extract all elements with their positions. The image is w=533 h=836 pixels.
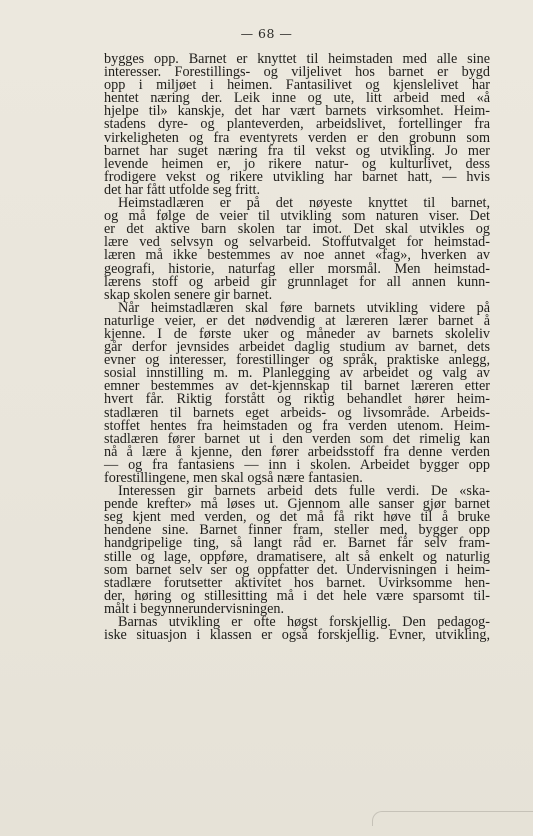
text-line: frodigere vekst og rikere utvikling har barnet hatt, — hvis xyxy=(104,168,490,185)
body-text xyxy=(104,53,490,642)
text-line: stille og lage, oppføre, dramatisere, alt så enkelt og naturlig xyxy=(104,548,490,565)
text-line: hendene sine. Barnet finner fram, steller med, bygger opp xyxy=(104,522,490,539)
text-line: lærens stoff og arbeid gir grunnlaget for all annen kunn- xyxy=(104,273,490,290)
text-line: Når heimstadlæren skal føre barnets utvikling videre på xyxy=(118,299,490,316)
text-line: geografi, historie, naturfag eller morsmål. Men heimstad- xyxy=(104,260,490,277)
text-line: kjenne. I de første uker og måneder av barnets skoleliv xyxy=(104,325,490,342)
text-line: opp i miljøet i heimen. Fantasilivet og kjenslelivet har xyxy=(104,77,490,94)
text-line: det har fått utfolde seg fritt. xyxy=(104,181,261,198)
text-line: levende heimen er, jo rikere natur- og kulturlivet, dess xyxy=(104,155,490,172)
text-line: Heimstadlæren er på det nøyeste knyttet til barnet, xyxy=(118,195,490,212)
text-line: seg kjent med verden, og det må få rikt høve til å bruke xyxy=(104,509,490,526)
text-line: som barnet selv ser og oppfatter det. Undervisningen i heim- xyxy=(104,561,490,578)
text-line: barnet har suget næring fra til vekst og utvikling. Jo mer xyxy=(104,142,490,159)
text-line: og må følge de veier til utvikling som naturen viser. Det xyxy=(104,208,490,225)
text-line: pende krefter» må løses ut. Gjennom alle sanser gjør barnet xyxy=(104,496,490,513)
page-edge-mark xyxy=(372,811,533,826)
text-line: er det aktive barn skolen tar imot. Det skal utvikles og xyxy=(104,221,490,238)
text-line: evner og interesser, forestillinger og språk, praktiske anlegg, xyxy=(104,352,490,369)
text-line: sosial innstilling m. m. Planlegging av arbeidet og valg av xyxy=(104,365,490,382)
text-line: virkeligheten og fra eventyrets verden er den grobunn som xyxy=(104,129,490,146)
text-line: stadlæren til barnets eget arbeids- og livsområde. Arbeids- xyxy=(104,404,490,421)
text-line: forestillingene, men skal også nære fantasien. xyxy=(104,470,363,486)
text-line: læren må ikke bestemmes av noe annet «fag», hverken av xyxy=(104,247,490,264)
text-line: hentet næring der. Leik inne og ute, litt arbeid med «å xyxy=(104,90,490,107)
text-line: lære ved selvsyn og selvarbeid. Stoffutvalget for heimstad- xyxy=(104,234,490,251)
text-line: emner bestemmes av det-kjennskap til barnet læreren etter xyxy=(104,378,490,395)
text-line: — og fra fantasiens — inn i skolen. Arbeidet bygger opp xyxy=(104,456,490,473)
text-line: der, høring og stillesitting må i det hele være sparsomt til- xyxy=(104,587,490,604)
text-line: bygges opp. Barnet er knyttet til heimstaden med alle sine xyxy=(104,51,490,67)
page-number: — 68 — xyxy=(240,26,293,41)
text-line: stadlæren fører barnet ut i den verden som det rimelig kan xyxy=(104,430,490,447)
text-line: skap skolen senere gir barnet. xyxy=(104,286,273,303)
text-line: stadlære forutsetter aktivitet hos barnet. Uvirksomme hen- xyxy=(104,574,490,591)
text-line: hjelpe til» kanskje, det har vært barnets virksomhet. Heim- xyxy=(104,103,490,120)
text-line: målt i begynnerundervisningen. xyxy=(104,600,285,617)
text-line: Interessen gir barnets arbeid dets fulle verdi. De «ska- xyxy=(118,483,490,500)
text-line: går derfor jevnsides arbeidet daglig studium av barnet, dets xyxy=(104,339,490,356)
text-line: iske situasjon i klassen er også forskjellig. Evner, utvikling, xyxy=(104,627,490,644)
text-line: naturlige veier, er det nødvendig at læreren lærer barnet å xyxy=(104,312,490,329)
text-line: stadens dyre- og planteverden, arbeidslivet, fortellinger fra xyxy=(104,116,490,133)
text-line: hvert får. Riktig forstått og riktig behandlet hører heim- xyxy=(104,391,490,408)
text-line: Barnas utvikling er ofte høgst forskjellig. Den pedagog- xyxy=(118,614,490,631)
text-line: nå å lære å kjenne, den fører arbeidsstoff fra denne verden xyxy=(104,443,490,460)
text-line: handgripelige ting, så langt råd er. Barnet får selv fram- xyxy=(104,535,490,552)
text-line: stoffet hentes fra heimstaden og fra verden utenom. Heim- xyxy=(104,417,490,434)
text-line: interesser. Forestillings- og viljelivet hos barnet er bygd xyxy=(104,64,490,81)
